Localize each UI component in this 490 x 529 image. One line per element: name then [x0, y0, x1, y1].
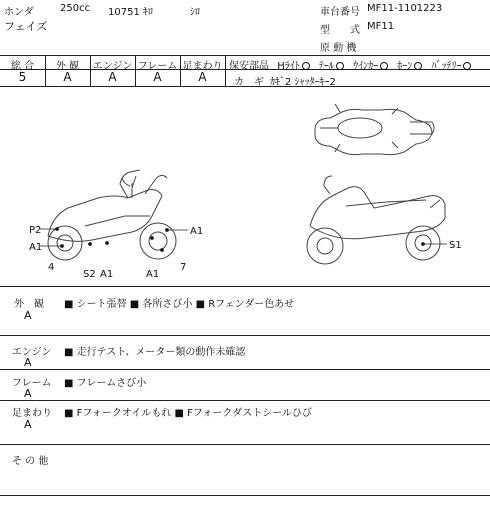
- safety-parts-label: 保安部品: [229, 61, 269, 72]
- overall-grade-value: 5: [18, 70, 27, 84]
- section-grade: A: [24, 309, 32, 322]
- frame-grade-label: フレーム: [137, 61, 178, 72]
- motorcycle-diagram: [0, 86, 490, 286]
- safety-item-headlight: Hﾗｲﾄ: [277, 61, 300, 72]
- marker-a1-bottom-1: A1: [100, 269, 114, 280]
- section-label: エンジン: [12, 347, 52, 358]
- suspension-grade-label: 足まわり: [182, 61, 223, 72]
- safety-parts-row: [229, 57, 471, 72]
- section-grade: A: [24, 418, 32, 431]
- section-notes: ■ Fフォークオイルもれ ■ Fフォークダストシールひび: [64, 408, 313, 419]
- marker-s1: S1: [449, 240, 462, 251]
- chassis-number: MF11-1101223: [367, 3, 443, 14]
- marker-4: 4: [48, 262, 55, 273]
- key-label: カ ギ: [234, 77, 264, 88]
- maker: ホンダ: [4, 7, 34, 18]
- displacement: 250cc: [60, 3, 91, 14]
- safety-item-horn: ﾎｰﾝ: [397, 61, 413, 72]
- engine-grade-value: A: [108, 70, 117, 84]
- section-label: 外 観: [14, 299, 44, 310]
- chassis-label: 車台番号: [320, 7, 360, 18]
- scooter-left-side-icon: [48, 170, 176, 260]
- scooter-right-side-icon: [307, 176, 445, 264]
- scooter-top-view-icon: [315, 104, 434, 155]
- section-label: 足まわり: [12, 408, 52, 419]
- section-notes: ■ シート張替 ■ 各所さび小 ■ Rフェンダー色あせ: [64, 299, 295, 310]
- section-label: フレーム: [12, 378, 52, 389]
- key-value: ｶｷﾞ2 ｼｬｯﾀｰｷｰ2: [270, 77, 336, 88]
- engine-label: 原 動 機: [320, 43, 357, 54]
- marker-a1-right: A1: [190, 226, 204, 237]
- section-grade: A: [24, 387, 32, 400]
- ok-circle-icon: [414, 62, 422, 70]
- type-label: 型 式: [320, 25, 360, 36]
- marker-a1-left: A1: [29, 242, 43, 253]
- overall-grade-label: 総 合: [10, 61, 35, 72]
- section-grade: A: [24, 356, 32, 369]
- safety-item-winker: ｳｲﾝｶｰ: [353, 61, 379, 72]
- ok-circle-icon: [463, 62, 471, 70]
- marker-7: 7: [180, 262, 187, 273]
- frame-grade-value: A: [153, 70, 162, 84]
- mileage: 10751 ｷﾛ: [108, 7, 153, 18]
- color: ｼﾛ: [190, 7, 200, 18]
- divider: [0, 55, 490, 56]
- engine-grade-label: エンジン: [92, 61, 133, 72]
- ok-circle-icon: [336, 62, 344, 70]
- section-notes: ■ 走行テスト、メーター類の動作未確認: [64, 347, 246, 358]
- section-label: そ の 他: [12, 456, 49, 467]
- suspension-grade-value: A: [198, 70, 207, 84]
- exterior-grade-label: 外 観: [55, 61, 80, 72]
- type-value: MF11: [367, 21, 395, 32]
- model-name: フェイズ: [4, 20, 48, 33]
- exterior-grade-value: A: [63, 70, 72, 84]
- ok-circle-icon: [380, 62, 388, 70]
- safety-item-battery: ﾊﾞｯﾃﾘｰ: [431, 61, 462, 72]
- marker-s2: S2: [83, 269, 96, 280]
- marker-a1-bottom-2: A1: [146, 269, 160, 280]
- ok-circle-icon: [302, 62, 310, 70]
- section-notes: ■ フレームさび小: [64, 378, 147, 389]
- marker-p2: P2: [29, 225, 42, 236]
- safety-item-tail: ﾃｰﾙ: [318, 61, 334, 72]
